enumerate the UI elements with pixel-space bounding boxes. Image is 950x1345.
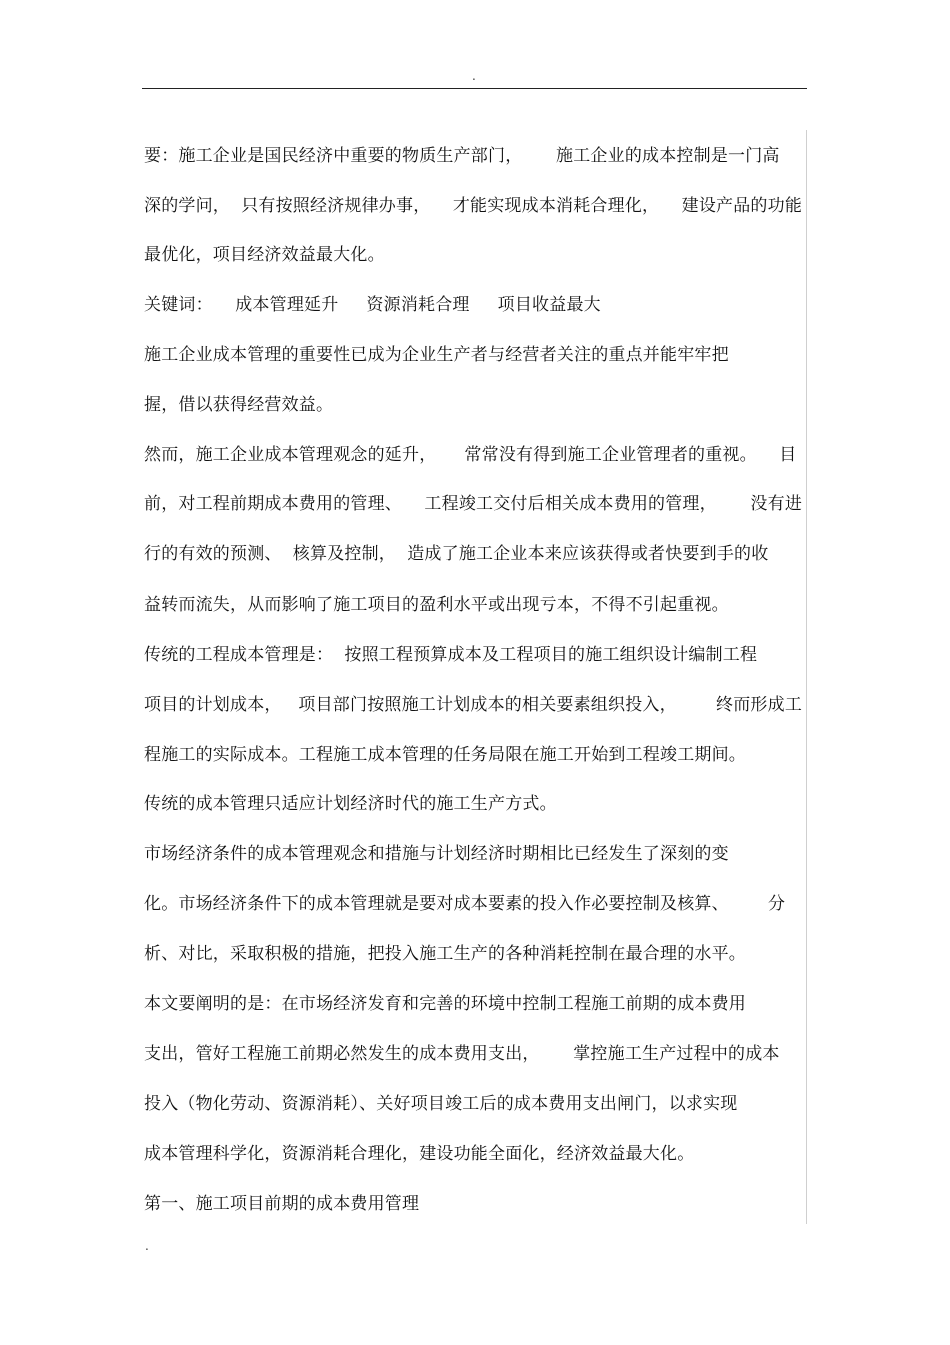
text-line: 最优化，项目经济效益最大化。 [144, 245, 385, 265]
text-line: 投入（物化劳动、资源消耗）、关好项目竣工后的成本费用支出闸门，以求实现 [144, 1094, 738, 1114]
text-line: 化。市场经济条件下的成本管理就是要对成本要素的投入作必要控制及核算、 分 [144, 894, 786, 914]
text-line: 益转而流失，从而影响了施工项目的盈利水平或出现亏本，不得不引起重视。 [144, 595, 729, 615]
text-line: 施工企业成本管理的重要性已成为企业生产者与经营者关注的重点并能牢牢把 [144, 345, 729, 365]
text-line: 传统的成本管理只适应计划经济时代的施工生产方式。 [144, 794, 557, 814]
text-line: 成本管理科学化，资源消耗合理化，建设功能全面化，经济效益最大化。 [144, 1144, 695, 1164]
text-line: 然而，施工企业成本管理观念的延升， 常常没有得到施工企业管理者的重视。 目 [144, 445, 797, 465]
text-line: 市场经济条件的成本管理观念和措施与计划经济时期相比已经发生了深刻的变 [144, 844, 729, 864]
text-line: 程施工的实际成本。工程施工成本管理的任务局限在施工开始到工程竣工期间。 [144, 745, 746, 765]
text-line: 析、对比，采取积极的措施，把投入施工生产的各种消耗控制在最合理的水平。 [144, 944, 746, 964]
keywords-line: 关键词： 成本管理延升 资源消耗合理 项目收益最大 [144, 295, 601, 315]
text-line: 前，对工程前期成本费用的管理、 工程竣工交付后相关成本费用的管理， 没有进 [144, 494, 803, 514]
header-rule [142, 88, 807, 89]
text-line: 本文要阐明的是：在市场经济发育和完善的环境中控制工程施工前期的成本费用 [144, 994, 746, 1014]
text-line: 行的有效的预测、 核算及控制， 造成了施工企业本来应该获得或者快要到手的收 [144, 544, 769, 564]
section-heading: 第一、施工项目前期的成本费用管理 [144, 1194, 420, 1214]
footer-mark: . [145, 1239, 149, 1253]
text-line: 项目的计划成本， 项目部门按照施工计划成本的相关要素组织投入， 终而形成工 [144, 695, 803, 715]
right-margin-rule [806, 130, 807, 1224]
text-line: 传统的工程成本管理是： 按照工程预算成本及工程项目的施工组织设计编制工程 [144, 645, 758, 665]
text-line: 要：施工企业是国民经济中重要的物质生产部门， 施工企业的成本控制是一门高 [144, 146, 780, 166]
text-line: 支出，管好工程施工前期必然发生的成本费用支出， 掌控施工生产过程中的成本 [144, 1044, 780, 1064]
header-mark: . [472, 69, 476, 83]
text-line: 握，借以获得经营效益。 [144, 395, 334, 415]
text-line: 深的学问， 只有按照经济规律办事， 才能实现成本消耗合理化， 建设产品的功能 [144, 196, 803, 216]
